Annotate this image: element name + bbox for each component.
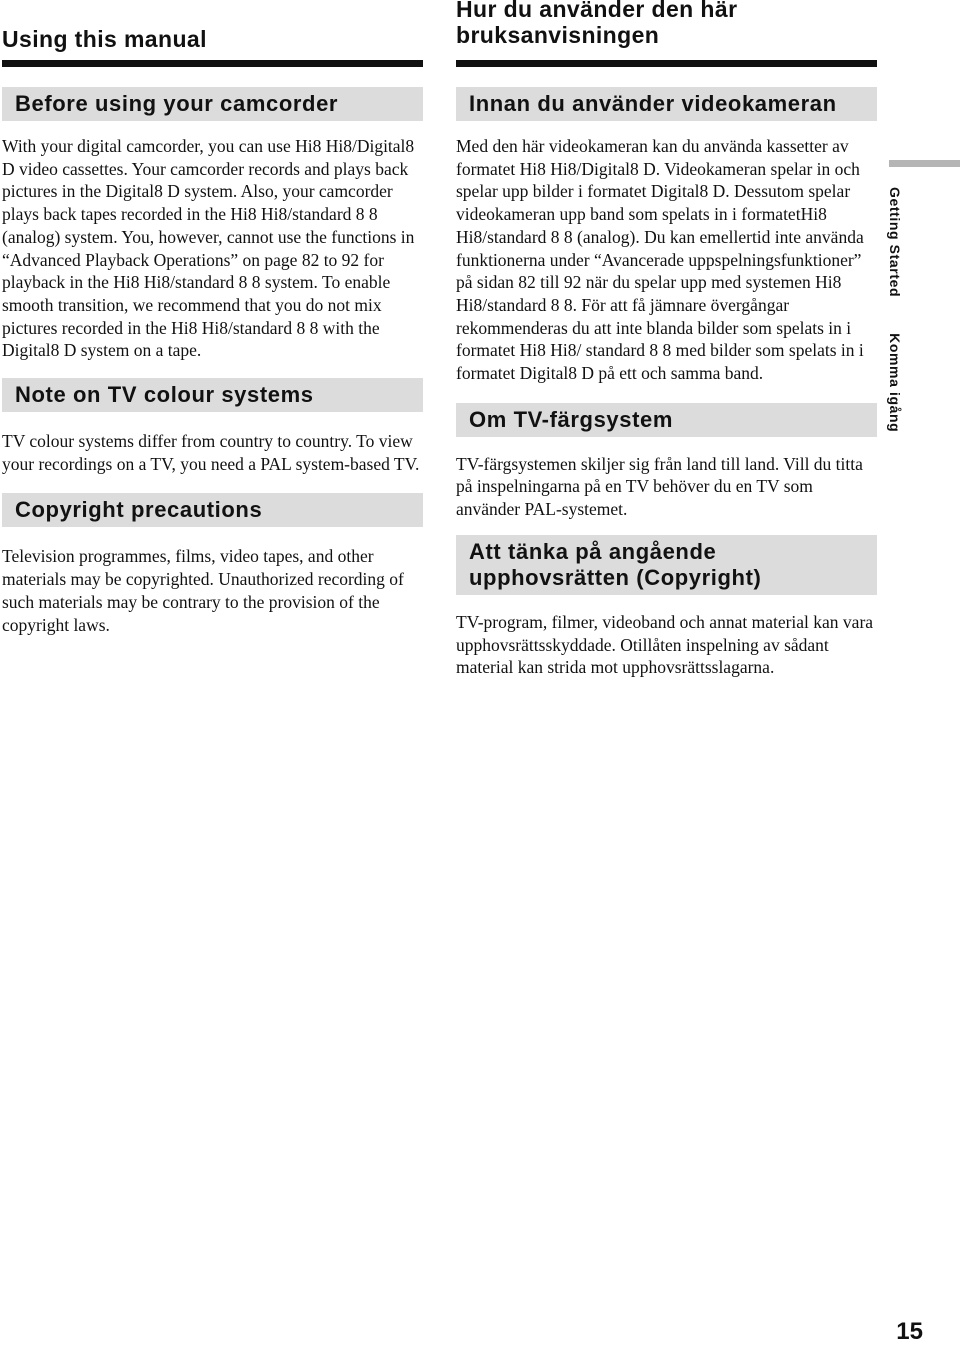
side-tab-label xyxy=(887,187,903,432)
section-heading-before-using: Before using your camcorder xyxy=(2,87,423,121)
section-heading-innan: Innan du använder videokameran xyxy=(456,87,877,121)
english-column xyxy=(2,0,423,636)
section-heading-copyright: Copyright precautions xyxy=(2,493,423,527)
section-body-copyright: Television programmes, films, video tapes, and other materials may be copyrighted. Unauthorized recording of such materials may be contrary to the provision of the copyright laws. xyxy=(2,546,404,635)
section-body-tv-fargsystem: TV-färgsystemen skiljer sig från land till land. Vill du titta på inspelningarna på en TV behöver du en TV som använder PAL-systemet. xyxy=(456,453,863,520)
section-body-upphovsratt: TV-program, filmer, videoband och annat material kan vara upphovsrättsskyddade. Otillåten inspelning av sådant material kan strida mot upphovsrättsslagarna. xyxy=(456,611,874,678)
side-tab-bar xyxy=(889,160,960,167)
side-tab-swedish: Komma igång xyxy=(887,333,903,433)
section-heading-tv-colour: Note on TV colour systems xyxy=(2,378,423,412)
side-tab-english: Getting Started xyxy=(887,187,903,298)
section-body-tv-colour: TV colour systems differ from country to country. To view your recordings on a TV, you need a PAL system-based TV. xyxy=(2,431,420,474)
page-header-swedish: Hur du använder den här bruksanvisningen xyxy=(456,0,738,48)
section-body-before-using: With your digital camcorder, you can use Hi8 Hi8/Digital8 D video cassettes. Your camcorder records and plays back pictures in the Digital8 D system. Also, your camcorder plays back tapes recorded in the Hi8 Hi8/standard 8 8 (analog) system. You, however, cannot use the functions in “Advanced Playback Operations” on page 82 to 92 for playback in the Hi8 Hi8/standard 8 8 system. To enable smooth transition, we recommend that you do not mix pictures recorded in the Hi8 Hi8/standard 8 8 with the Digital8 D system on a tape. xyxy=(2,136,415,361)
section-heading-tv-fargsystem: Om TV-färgsystem xyxy=(456,403,877,437)
swedish-column xyxy=(456,0,877,679)
page-number: 15 xyxy=(896,1318,923,1345)
section-body-innan: Med den här videokameran kan du använda kassetter av formatet Hi8 Hi8/Digital8 D. Videokameran spelar in och spelar upp bilder i formatet Digital8 D. Dessutom spelar videokameran upp band som spelats in i formatetHi8 Hi8/standard 8 8 (analog). Du kan emellertid inte använda funktionerna under “Avancerade uppspelningsfunktioner” på sidan 82 till 92 när du spelar upp med systemen Hi8 Hi8/standard 8 8. För att få jämnare övergångar rekommenderas du att inte blanda bilder som spelats in i formatet Hi8 Hi8/ standard 8 8 med bilder som spelats in i formatet Digital8 D på ett och samma band. xyxy=(456,136,864,384)
section-heading-upphovsratt: Att tänka på angående upphovsrätten (Copyright) xyxy=(456,535,877,595)
page-header-english: Using this manual xyxy=(2,26,207,52)
